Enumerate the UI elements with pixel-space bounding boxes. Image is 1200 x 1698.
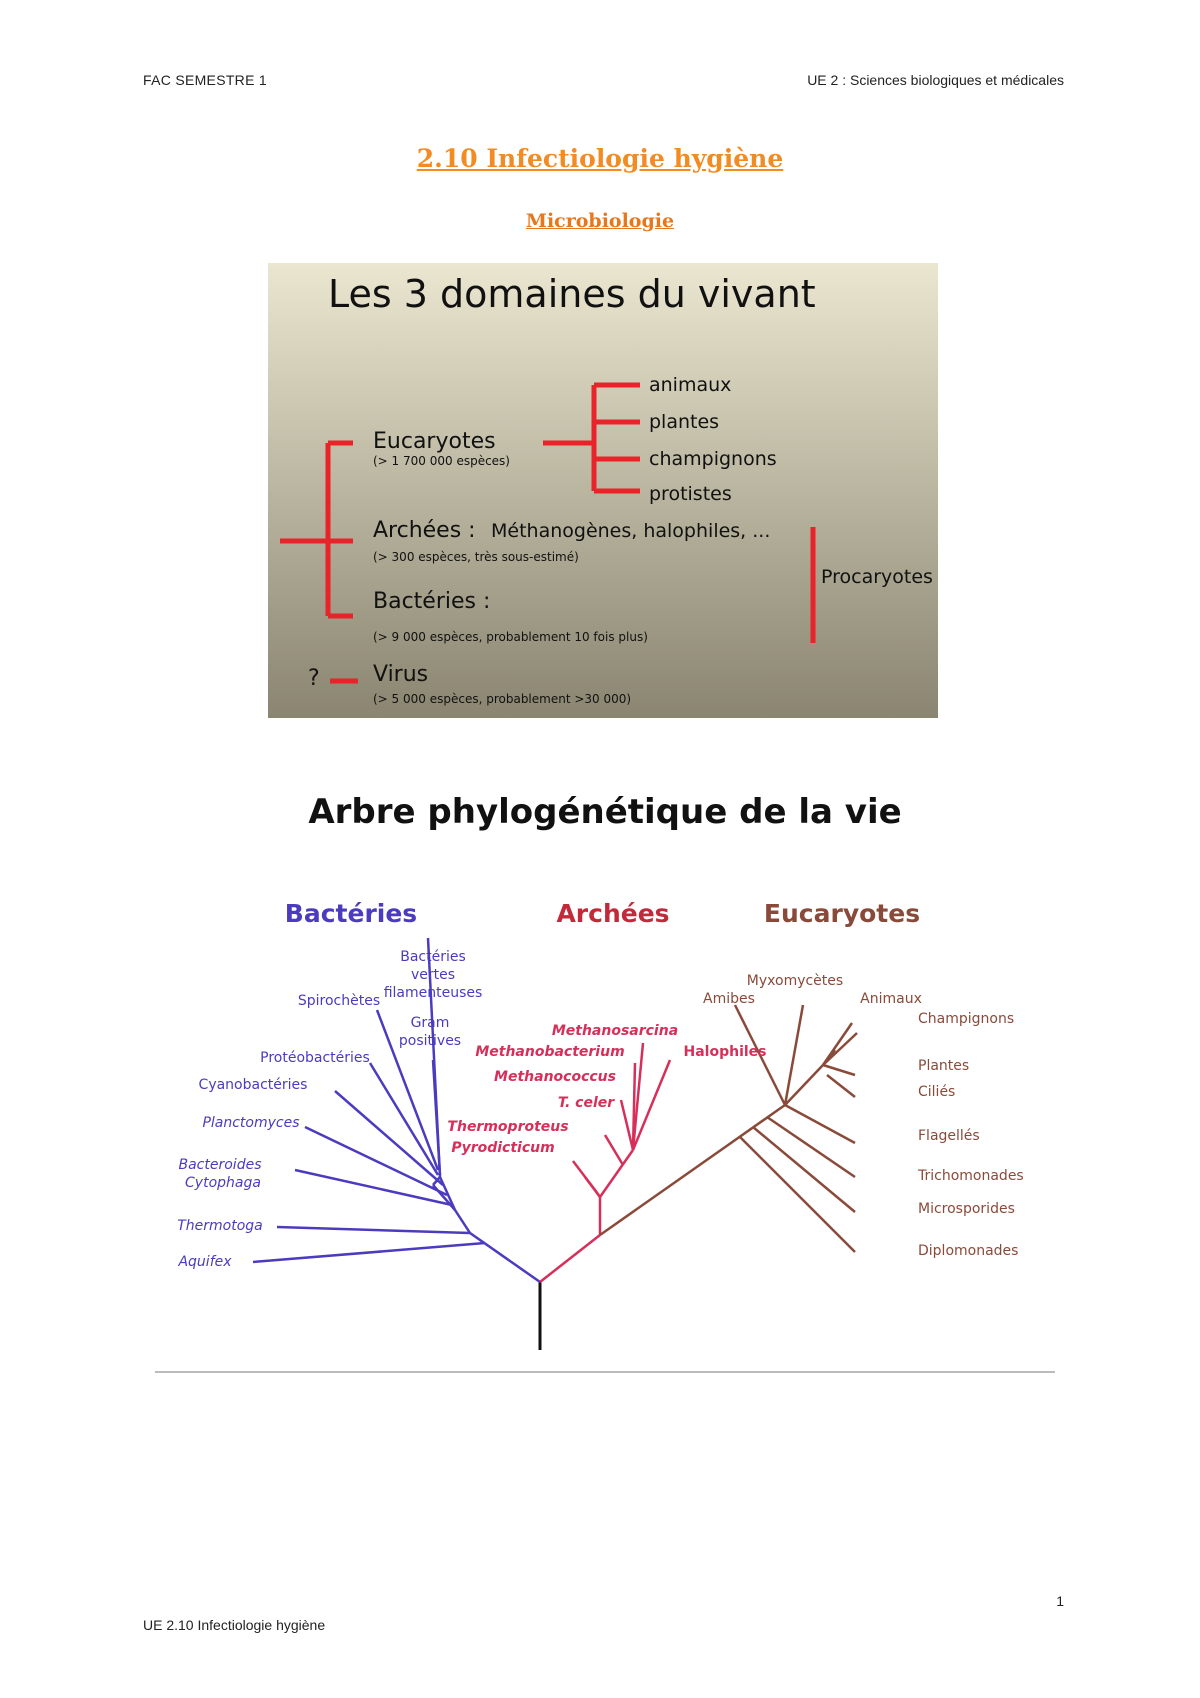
page-number: 1 [1056,1593,1064,1609]
slide-title: Les 3 domaines du vivant [328,272,816,316]
tree-domain-archaea: Archées [556,899,670,928]
leaf-thermotoga: Thermotoga [177,1218,263,1234]
leaf-halophiles: Halophiles [683,1044,767,1060]
group-animaux: animaux [649,374,732,396]
header-unit: UE 2 : Sciences biologiques et médicales [807,72,1064,88]
group-plantes: plantes [649,411,720,433]
leaf-animaux: Animaux [860,991,922,1007]
procaryotes-label: Procaryotes [821,566,933,588]
leaf-cyanobacteries: Cyanobactéries [198,1077,308,1093]
leaf-gram-1: Gram [410,1015,450,1031]
leaf-cilies: Ciliés [918,1084,956,1100]
leaf-pyrodicticum: Pyrodicticum [451,1140,555,1156]
leaf-methanosarcina: Methanosarcina [551,1023,679,1039]
leaf-planctomyces: Planctomyces [202,1115,300,1131]
leaf-cytophaga: Cytophaga [185,1175,261,1191]
domain-virus-note: (> 5 000 espèces, probablement >30 000) [373,692,632,706]
phylogenetic-tree [155,765,1055,1380]
eukaryote-labels [703,973,1024,1259]
leaf-microsporides: Microsporides [918,1201,1015,1217]
leaf-bacteries-vertes-2: vertes [410,967,456,983]
domain-archees: Archées : [373,518,476,543]
leaf-methanobacterium: Methanobacterium [475,1044,625,1060]
leaf-thermoproteus: Thermoproteus [447,1119,569,1135]
tree-title: Arbre phylogénétique de la vie [308,792,902,832]
leaf-bacteroides: Bacteroides [178,1157,262,1173]
leaf-diplomonades: Diplomonades [918,1243,1019,1259]
page-title: 2.10 Infectiologie hygiène [416,144,784,173]
eukaryote-branches [600,1005,857,1252]
leaf-proteobacteries: Protéobactéries [260,1050,370,1066]
domain-archees-extra: Méthanogènes, halophiles, ... [491,520,771,542]
leaf-amibes: Amibes [703,991,755,1007]
leaf-myxomycetes: Myxomycètes [746,973,844,989]
domain-virus: Virus [373,662,429,687]
domain-archees-note: (> 300 espèces, très sous-estimé) [373,550,579,564]
domain-bacteries-note: (> 9 000 espèces, probablement 10 fois plus) [373,630,648,644]
tree-domain-eukaryotes: Eucaryotes [763,899,921,928]
leaf-plantes: Plantes [918,1058,970,1074]
group-protistes: protistes [649,483,732,505]
domains-slide [268,263,938,718]
page-subtitle: Microbiologie [525,210,675,232]
leaf-aquifex: Aquifex [178,1254,232,1270]
domain-eucaryotes-note: (> 1 700 000 espèces) [373,454,510,468]
leaf-gram-2: positives [398,1033,462,1049]
virus-question-mark: ? [308,666,320,691]
domain-eucaryotes: Eucaryotes [373,429,496,454]
header-course: FAC SEMESTRE 1 [143,72,268,88]
leaf-bacteries-vertes-1: Bactéries [400,949,466,965]
group-champignons: champignons [649,448,777,470]
tree-domain-bacteria: Bactéries [284,899,418,928]
leaf-trichomonades: Trichomonades [918,1168,1024,1184]
leaf-flagelles: Flagellés [918,1128,980,1144]
domain-bacteries: Bactéries : [373,589,491,614]
leaf-methanococcus: Methanococcus [494,1069,616,1085]
leaf-bacteries-vertes-3: filamenteuses [383,985,483,1001]
footer-course: UE 2.10 Infectiologie hygiène [143,1617,326,1633]
leaf-spirochetes: Spirochètes [297,993,381,1009]
leaf-champignons: Champignons [918,1011,1015,1027]
leaf-t-celer: T. celer [557,1095,615,1111]
